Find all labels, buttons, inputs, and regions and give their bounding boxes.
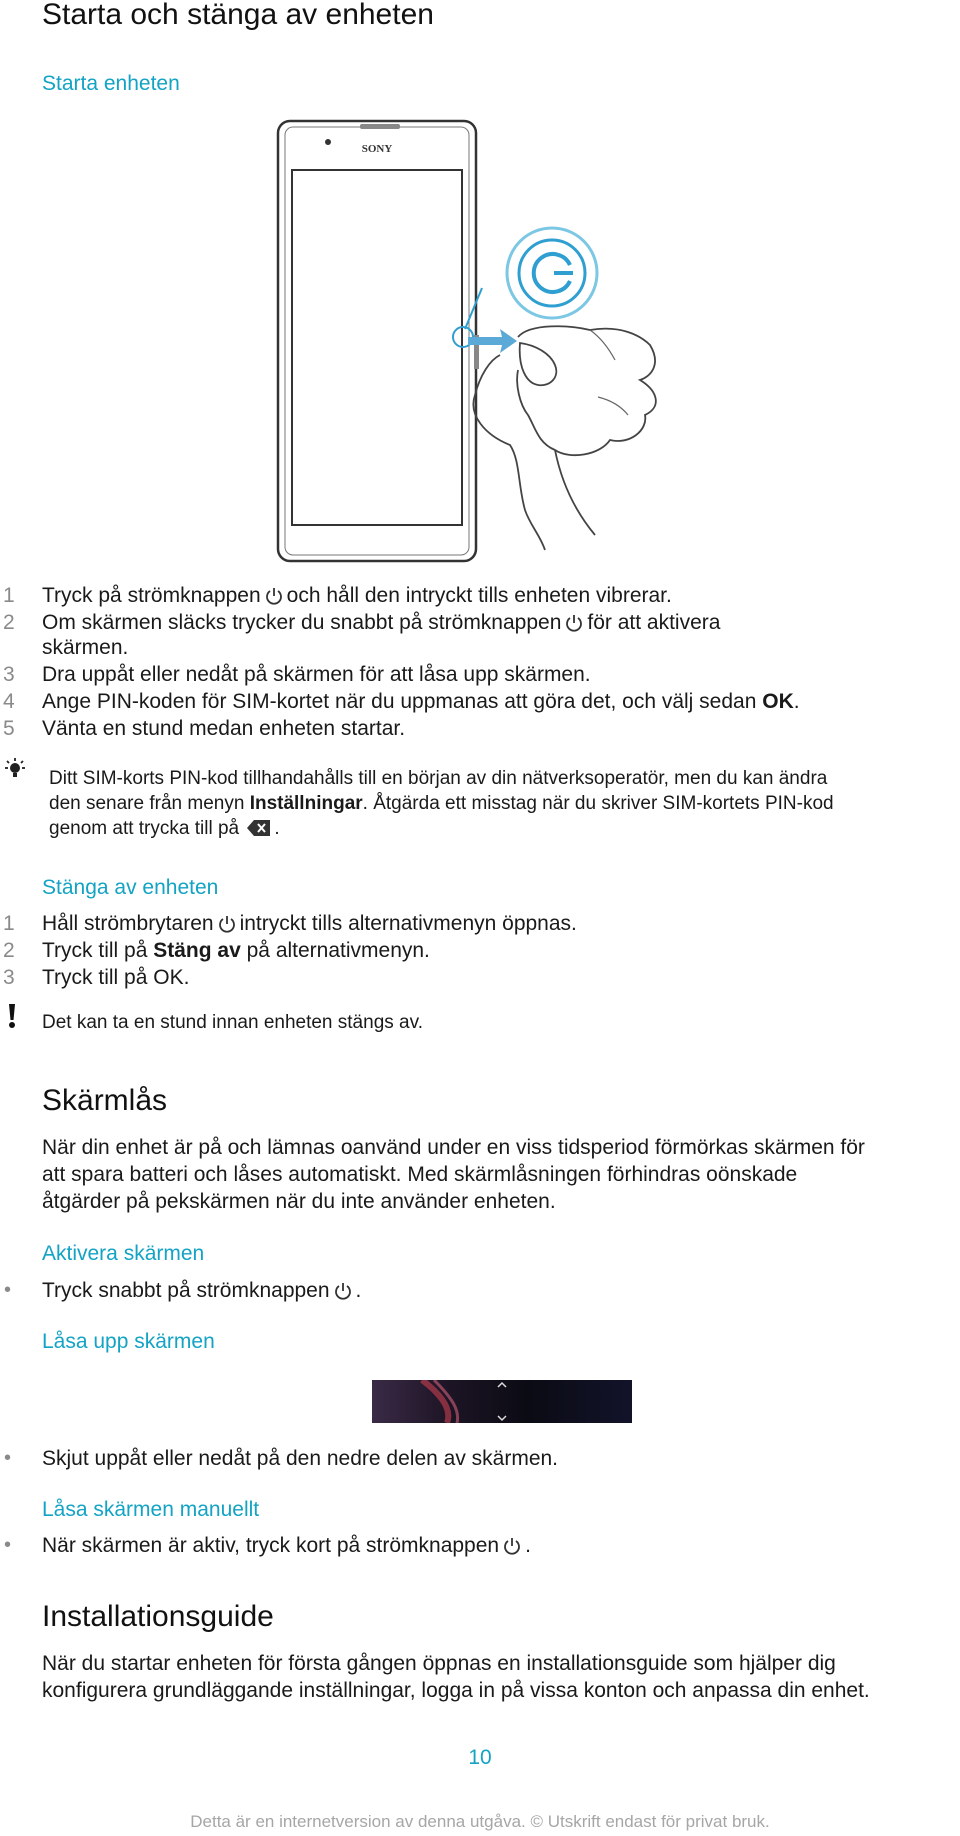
step-text: Håll strömbrytaren [42,912,214,935]
tip-line: Ditt SIM-korts PIN-kod tillhandahålls till en början av din nätverksoperatör, men du kan ändra [49,768,828,789]
step-bold-text: OK [762,690,794,713]
unlock-screen-image [372,1380,632,1423]
stop-step-1 [42,910,577,937]
paragraph-line: konfigurera grundläggande inställningar, logga in på vissa konton och anpassa din enhet. [42,1679,870,1702]
bullet: • [4,1447,12,1469]
start-step-2 [42,609,720,636]
backspace-delete-icon [246,819,272,837]
section-heading-unlock: Låsa upp skärmen [42,1330,215,1353]
warning-note: Det kan ta en stund innan enheten stängs av. [42,1012,423,1033]
power-icon [217,914,237,934]
bullet: • [4,1534,12,1556]
section-heading-lock-manual: Låsa skärmen manuellt [42,1498,260,1521]
step-text: Tryck på strömknappen [42,584,261,607]
section-heading-activate: Aktivera skärmen [42,1242,205,1265]
step-bold-text: Stäng av [153,939,241,962]
footer-text: Detta är en internetversion av denna utgåva. © Utskrift endast för privat bruk. [190,1812,770,1831]
tip-note [49,766,949,841]
tip-line [49,791,949,816]
start-step-1 [42,582,672,609]
start-step-2-continued: skärmen. [42,636,129,659]
step-text: . [183,966,190,989]
start-step-3: Dra uppåt eller nedåt på skärmen för att låsa upp skärmen. [42,663,591,686]
step-number: 1 [3,584,15,607]
phone-power-illustration [270,115,730,565]
paragraph-line: När din enhet är på och lämnas oanvänd under en viss tidsperiod förmörkas skärmen för [42,1136,865,1159]
item-text: . [525,1534,531,1557]
activate-item [42,1277,361,1304]
item-text: När skärmen är aktiv, tryck kort på strömknappen [42,1534,500,1557]
step-number: 2 [3,611,15,634]
lock-manual-item [42,1532,531,1559]
step-text: Tryck till på [42,939,148,962]
power-icon [333,1281,353,1301]
unlock-item: Skjut uppåt eller nedåt på den nedre delen av skärmen. [42,1447,559,1470]
stop-step-2 [42,937,430,964]
start-steps-list [0,582,960,742]
section-title-setup: Installationsguide [42,1600,274,1633]
tip-text: den senare från menyn [49,793,245,814]
stop-steps-list [0,910,960,992]
tip-line [49,816,949,841]
item-text: . [355,1279,362,1302]
step-text: på alternativmenyn. [246,939,430,962]
bullet: • [4,1279,12,1301]
setup-description [42,1650,960,1704]
step-text: för att aktivera [587,611,721,634]
step-text: OK [153,966,184,989]
step-text: intryckt tills alternativmenyn öppnas. [239,912,577,935]
step-number: 1 [3,912,15,935]
start-step-4 [42,688,800,715]
power-icon [264,586,284,606]
step-number: 3 [3,663,15,686]
paragraph-line: att spara batteri och låses automatiskt. Med skärmlåsningen förhindras oönskade [42,1163,798,1186]
power-icon [502,1536,522,1556]
tip-text: genom att trycka till på [49,818,240,839]
step-text: Ange PIN-koden för SIM-kortet när du uppmanas att göra det, och välj sedan [42,690,757,713]
paragraph-line: åtgärder på pekskärmen när du inte använder enheten. [42,1190,556,1213]
section-title-screenlock: Skärmlås [42,1084,168,1117]
tip-bold-text: Inställningar [249,793,363,814]
step-number: 3 [3,966,15,989]
step-number: 4 [3,690,15,713]
screenlock-description [42,1134,960,1215]
phone-brand-label: SONY [361,143,393,155]
item-text: Tryck snabbt på strömknappen [42,1279,330,1302]
step-text: . [793,690,800,713]
tip-text: . Åtgärda ett misstag när du skriver SIM-kortets PIN-kod [362,793,834,814]
stop-step-3 [42,964,189,991]
start-step-5: Vänta en stund medan enheten startar. [42,717,406,740]
lightbulb-tip-icon [2,757,28,783]
step-text: Tryck till på [42,966,148,989]
power-icon [564,613,584,633]
section-heading-start: Starta enheten [42,72,180,95]
page-number: 10 [468,1746,492,1769]
section-heading-stop: Stänga av enheten [42,876,219,899]
step-text: och håll den intryckt tills enheten vibrerar. [286,584,672,607]
step-text: Om skärmen släcks trycker du snabbt på strömknappen [42,611,562,634]
step-number: 5 [3,717,15,740]
tip-text: . [274,818,280,839]
step-number: 2 [3,939,15,962]
paragraph-line: När du startar enheten för första gången öppnas en installationsguide som hjälper dig [42,1652,836,1675]
page-title: Starta och stänga av enheten [42,0,434,31]
exclamation-warning-icon [6,1003,18,1029]
